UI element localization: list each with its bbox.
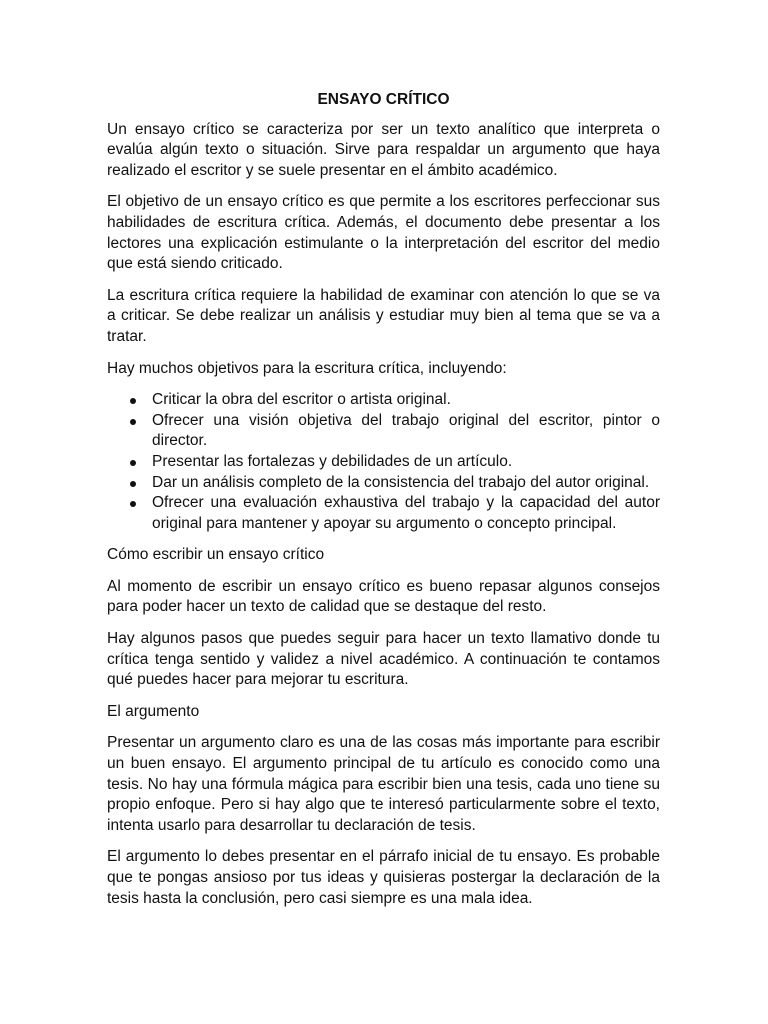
document-title: ENSAYO CRÍTICO <box>317 91 450 108</box>
bullet-icon <box>130 460 136 466</box>
objectives-list <box>107 390 660 534</box>
list-item: Ofrecer una evaluación exhaustiva del trabajo y la capacidad del autor original para mantener y apoyar su argumento o concepto principal. <box>107 493 660 534</box>
paragraph-objective: El objetivo de un ensayo crítico es que permite a los escritores perfeccionar sus habilidades de escritura crítica. Además, el documento debe presentar a los lectores una explicación estimulante o la interpretación del escritor del medio que está siendo criticado. <box>107 193 660 273</box>
document-body <box>107 90 660 920</box>
paragraph-intro: Un ensayo crítico se caracteriza por ser un texto analítico que interpreta o evalúa algún texto o situación. Sirve para respaldar un argumento que haya realizado el escritor y se suele presentar en el ámbito académico. <box>107 120 660 179</box>
paragraph-tips: Al momento de escribir un ensayo crítico es bueno repasar algunos consejos para poder hacer un texto de calidad que se destaque del resto. <box>107 577 660 616</box>
section-heading-how-to-write: Cómo escribir un ensayo crítico <box>107 546 325 564</box>
section-heading-argument: El argumento <box>107 702 200 720</box>
paragraph-steps: Hay algunos pasos que puedes seguir para hacer un texto llamativo donde tu crítica tenga sentido y validez a nivel académico. A continuación te contamos qué puedes hacer para mejorar tu escritura. <box>107 630 660 689</box>
bullet-icon <box>130 501 136 507</box>
paragraph-argument-placement: El argumento lo debes presentar en el párrafo inicial de tu ensayo. Es probable que te pongas ansioso por tus ideas y quisieras postergar la declaración de la tesis hasta la conclusión, pero casi siempre es una mala idea. <box>107 848 660 907</box>
bullet-icon <box>130 398 136 404</box>
list-item: Criticar la obra del escritor o artista original. <box>107 390 660 411</box>
paragraph-argument-thesis: Presentar un argumento claro es una de las cosas más importante para escribir un buen ensayo. El argumento principal de tu artículo es conocido como una tesis. No hay una fórmula mágica para escribir bien una tesis, cada uno tiene su propio enfoque. Pero si hay algo que te interesó particularmente sobre el texto, intenta usarlo para desarrollar tu declaración de tesis. <box>107 734 660 834</box>
bullet-icon <box>130 419 136 425</box>
bullet-icon <box>130 481 136 487</box>
paragraph-list-intro: Hay muchos objetivos para la escritura crítica, incluyendo: <box>107 359 507 377</box>
list-item: Presentar las fortalezas y debilidades de un artículo. <box>107 452 660 473</box>
list-item: Dar un análisis completo de la consistencia del trabajo del autor original. <box>107 473 660 494</box>
list-item: Ofrecer una visión objetiva del trabajo original del escritor, pintor o director. <box>107 411 660 452</box>
paragraph-requirements: La escritura crítica requiere la habilidad de examinar con atención lo que se va a criticar. Se debe realizar un análisis y estudiar muy bien al tema que se va a tratar. <box>107 286 660 345</box>
